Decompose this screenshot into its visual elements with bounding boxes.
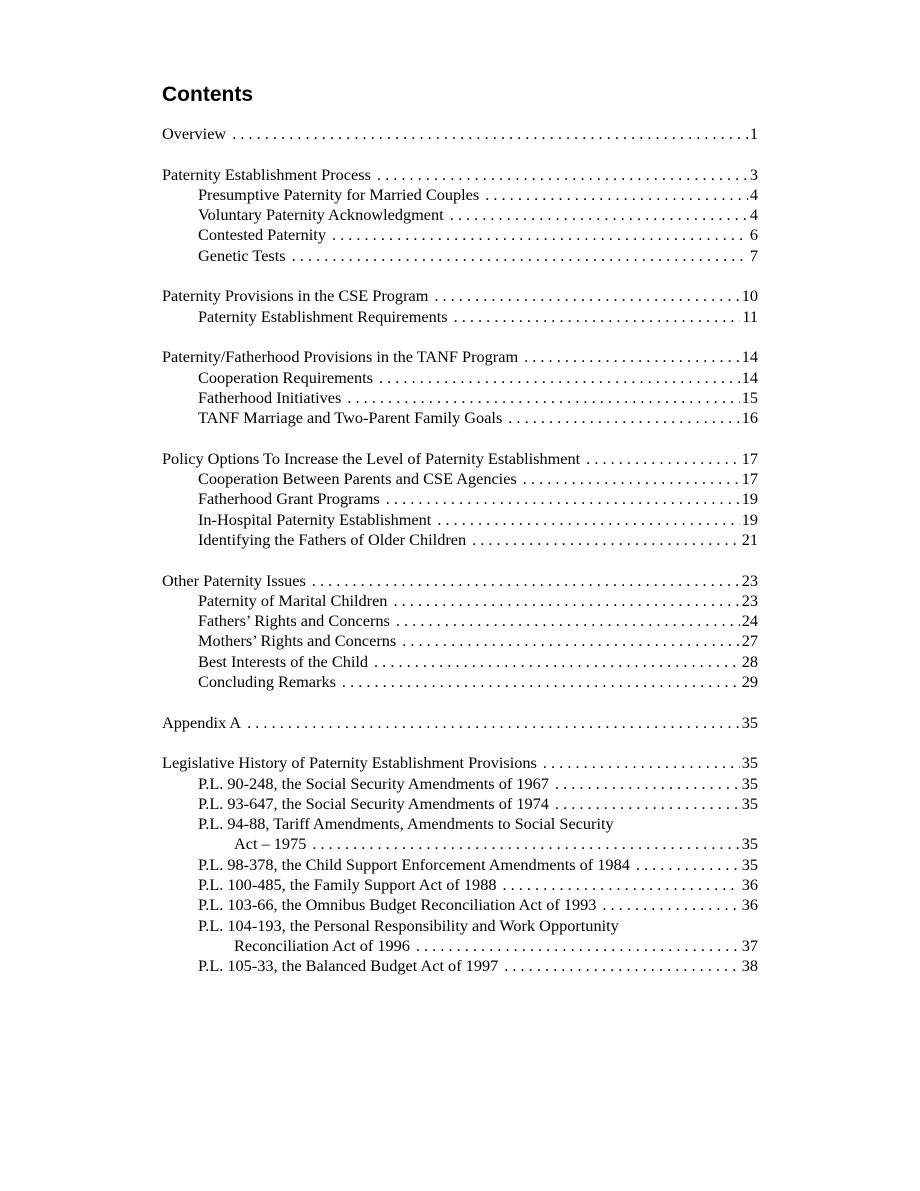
dot-leader <box>247 713 740 733</box>
toc-entry-page: 19 <box>741 509 758 529</box>
dot-leader <box>543 753 740 773</box>
toc-entry-pl-93-647[interactable] <box>162 794 758 814</box>
dot-leader <box>292 246 748 266</box>
toc-entry-page: 17 <box>741 469 758 489</box>
dot-leader <box>555 794 740 814</box>
toc-group <box>162 124 758 144</box>
dot-leader <box>504 956 739 976</box>
toc-entry-page: 23 <box>741 570 758 590</box>
dot-leader <box>379 368 740 388</box>
toc-entry-contested-paternity[interactable] <box>162 225 758 245</box>
toc-group <box>162 713 758 733</box>
dot-leader <box>523 469 740 489</box>
toc-entry-marital-children[interactable] <box>162 591 758 611</box>
toc-entry-page: 35 <box>741 834 758 854</box>
toc-entry-page: 35 <box>741 753 758 773</box>
toc-entry-pl-90-248[interactable] <box>162 774 758 794</box>
toc-entry-fathers-rights[interactable] <box>162 611 758 631</box>
toc-entry-title-line1: P.L. 104-193, the Personal Responsibility and Work Opportunity <box>198 915 619 935</box>
toc-entry-title: Contested Paternity <box>198 225 326 245</box>
toc-entry-cooperation-parents-cse[interactable] <box>162 469 758 489</box>
toc-entry-cooperation-requirements[interactable] <box>162 368 758 388</box>
toc-group <box>162 571 758 693</box>
toc-entry-page: 6 <box>749 225 758 245</box>
toc-entry-best-interests[interactable] <box>162 652 758 672</box>
toc-entry-title: Paternity Establishment Process <box>162 164 371 184</box>
toc-entry-page: 10 <box>741 286 758 306</box>
dot-leader <box>377 165 748 185</box>
toc-entry-page: 38 <box>741 956 758 976</box>
page-title: Contents <box>162 83 253 106</box>
toc-entry-mothers-rights[interactable] <box>162 631 758 651</box>
toc-entry-legislative-history[interactable] <box>162 753 758 773</box>
dot-leader <box>312 834 739 854</box>
dot-leader <box>502 875 739 895</box>
toc-entry-tanf-marriage-goals[interactable] <box>162 408 758 428</box>
toc-entry-page: 16 <box>741 408 758 428</box>
toc-entry-title: Overview <box>162 124 227 143</box>
toc-entry-page: 29 <box>741 672 758 692</box>
toc-entry-page: 21 <box>741 529 758 549</box>
toc-entry-presumptive-paternity[interactable] <box>162 185 758 205</box>
toc-entry-page: 11 <box>742 306 758 326</box>
dot-leader <box>450 205 748 225</box>
toc-entry-establishment-requirements[interactable] <box>162 307 758 327</box>
dot-leader <box>555 774 740 794</box>
toc-entry-title: P.L. 105-33, the Balanced Budget Act of 1997 <box>198 956 499 976</box>
toc-entry-appendix-a[interactable] <box>162 713 758 733</box>
toc-entry-tanf-program[interactable] <box>162 347 758 367</box>
toc-entry-voluntary-acknowledgment[interactable] <box>162 205 758 225</box>
toc-entry-title: Presumptive Paternity for Married Couples <box>198 184 480 204</box>
toc-entry-title: Cooperation Between Parents and CSE Agencies <box>198 469 517 489</box>
toc-entry-title: Policy Options To Increase the Level of Paternity Establishment <box>162 448 581 468</box>
toc-entry-title: P.L. 100-485, the Family Support Act of 1988 <box>198 874 497 894</box>
toc-group <box>162 165 758 266</box>
toc-entry-title: Paternity Provisions in the CSE Program <box>162 286 429 306</box>
toc-list <box>162 124 758 976</box>
toc-entry-page: 35 <box>741 712 758 732</box>
toc-entry-in-hospital[interactable] <box>162 510 758 530</box>
dot-leader <box>524 347 740 367</box>
toc-entry-page: 14 <box>741 347 758 367</box>
dot-leader <box>312 571 740 591</box>
dot-leader <box>393 591 739 611</box>
toc-entry-title: P.L. 98-378, the Child Support Enforcement Amendments of 1984 <box>198 854 630 874</box>
toc-entry-title: Best Interests of the Child <box>198 651 369 671</box>
toc-entry-page: 36 <box>741 874 758 894</box>
dot-leader <box>342 672 740 692</box>
toc-entry-page: 4 <box>749 184 758 204</box>
toc-entry-title: Other Paternity Issues <box>162 570 306 590</box>
dot-leader <box>437 510 739 530</box>
toc-entry-title: P.L. 103-66, the Omnibus Budget Reconciliation Act of 1993 <box>198 895 597 915</box>
toc-entry-pl-98-378[interactable] <box>162 855 758 875</box>
toc-entry-title: Reconciliation Act of 1996 <box>234 935 410 955</box>
toc-entry-pl-94-88[interactable] <box>162 814 758 855</box>
dot-leader <box>396 611 740 631</box>
toc-entry-genetic-tests[interactable] <box>162 246 758 266</box>
dot-leader <box>602 895 739 915</box>
toc-entry-title: Act – 1975 <box>234 834 307 854</box>
toc-entry-title: In-Hospital Paternity Establishment <box>198 509 432 529</box>
toc-entry-title: Paternity of Marital Children <box>198 590 388 610</box>
toc-entry-title: Concluding Remarks <box>198 672 336 692</box>
dot-leader <box>636 855 740 875</box>
toc-entry-title-line1: P.L. 94-88, Tariff Amendments, Amendments to Social Security <box>198 814 614 834</box>
dot-leader <box>485 185 748 205</box>
toc-entry-title: Cooperation Requirements <box>198 367 373 387</box>
toc-entry-page: 7 <box>749 245 758 265</box>
toc-entry-page: 17 <box>741 448 758 468</box>
toc-entry-title: Paternity/Fatherhood Provisions in the TANF Program <box>162 347 519 367</box>
toc-entry-title: Identifying the Fathers of Older Children <box>198 529 467 549</box>
toc-entry-cse-program[interactable] <box>162 286 758 306</box>
toc-entry-continuation <box>162 936 758 956</box>
toc-group <box>162 347 758 428</box>
dot-leader <box>347 388 739 408</box>
toc-entry-page: 19 <box>741 489 758 509</box>
toc-entry-title: P.L. 90-248, the Social Security Amendments of 1967 <box>198 773 549 793</box>
toc-entry-page: 23 <box>741 590 758 610</box>
dot-leader <box>586 449 740 469</box>
toc-entry-pl-100-485[interactable] <box>162 875 758 895</box>
toc-entry-title: Paternity Establishment Requirements <box>198 306 448 326</box>
toc-entry-overview[interactable] <box>162 124 758 144</box>
toc-entry-title: Voluntary Paternity Acknowledgment <box>198 205 444 225</box>
toc-entry-page: 35 <box>741 773 758 793</box>
toc-entry-policy-options[interactable] <box>162 449 758 469</box>
toc-entry-continuation <box>162 834 758 854</box>
toc-entry-pl-105-33[interactable] <box>162 956 758 976</box>
toc-entry-paternity-establishment-process[interactable] <box>162 165 758 185</box>
toc-entry-fatherhood-initiatives[interactable] <box>162 388 758 408</box>
toc-entry-title: Genetic Tests <box>198 245 286 265</box>
toc-entry-title: Fathers’ Rights and Concerns <box>198 611 390 631</box>
dot-leader <box>508 408 739 428</box>
dot-leader <box>386 489 740 509</box>
toc-entry-title: Fatherhood Grant Programs <box>198 489 380 509</box>
dot-leader <box>454 307 741 327</box>
toc-entry-fatherhood-grants[interactable] <box>162 489 758 509</box>
toc-entry-title: TANF Marriage and Two-Parent Family Goals <box>198 408 503 428</box>
toc-entry-page: 24 <box>741 611 758 631</box>
toc-entry-page: 1 <box>749 124 758 143</box>
toc-entry-page: 3 <box>749 164 758 184</box>
toc-entry-page: 15 <box>741 387 758 407</box>
toc-group <box>162 286 758 327</box>
toc-entry-page: 36 <box>741 895 758 915</box>
dot-leader <box>434 286 739 306</box>
toc-entry-title: P.L. 93-647, the Social Security Amendments of 1974 <box>198 793 549 813</box>
toc-entry-page: 28 <box>741 651 758 671</box>
table-of-contents <box>162 82 758 997</box>
toc-entry-title: Appendix A <box>162 712 242 732</box>
dot-leader <box>232 124 748 144</box>
toc-entry-pl-104-193[interactable] <box>162 916 758 957</box>
toc-entry-page: 35 <box>741 854 758 874</box>
toc-entry-title: Fatherhood Initiatives <box>198 387 342 407</box>
toc-entry-title: Legislative History of Paternity Establishment Provisions <box>162 753 537 773</box>
toc-entry-page: 27 <box>741 631 758 651</box>
dot-leader <box>402 631 740 651</box>
toc-entry-page: 14 <box>741 367 758 387</box>
toc-entry-other-issues[interactable] <box>162 571 758 591</box>
toc-group <box>162 753 758 976</box>
toc-entry-title: Mothers’ Rights and Concerns <box>198 631 397 651</box>
dot-leader <box>472 530 740 550</box>
dot-leader <box>374 652 740 672</box>
toc-entry-older-children[interactable] <box>162 530 758 550</box>
dot-leader <box>332 225 748 245</box>
toc-group <box>162 449 758 550</box>
dot-leader <box>416 936 740 956</box>
toc-entry-page: 37 <box>741 935 758 955</box>
toc-entry-concluding-remarks[interactable] <box>162 672 758 692</box>
toc-entry-page: 4 <box>749 205 758 225</box>
toc-entry-page: 35 <box>741 793 758 813</box>
toc-entry-pl-103-66[interactable] <box>162 895 758 915</box>
